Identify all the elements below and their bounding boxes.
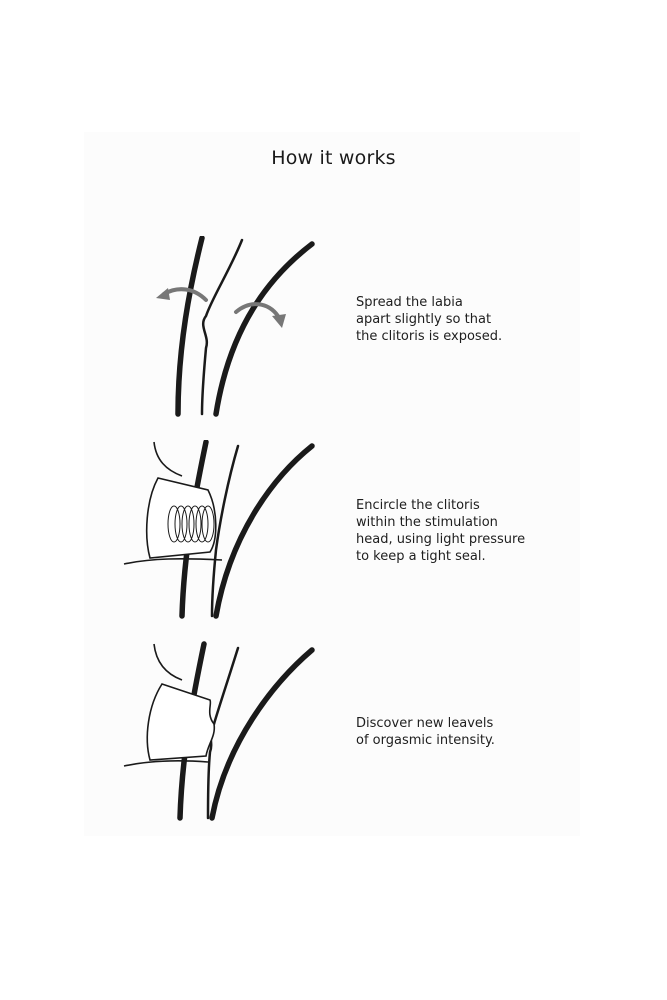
page-title: How it works xyxy=(271,147,396,169)
step-1-text xyxy=(356,294,502,345)
step-2-text xyxy=(356,497,525,565)
step-3-line-2: of orgasmic intensity. xyxy=(356,733,495,748)
step-3-text xyxy=(356,715,495,749)
step-1-line-3: the clitoris is exposed. xyxy=(356,329,503,344)
step-1-line-1: Spread the labia xyxy=(356,295,463,310)
step-2-line-3: head, using light pressure xyxy=(356,532,526,547)
device-applied-illustration xyxy=(122,640,322,822)
stimulation-head-encircle-illustration xyxy=(122,440,322,620)
step-2-line-2: within the stimulation xyxy=(356,515,498,530)
labia-spread-illustration xyxy=(150,236,330,418)
step-2-line-1: Encircle the clitoris xyxy=(356,498,480,513)
step-1-line-2: apart slightly so that xyxy=(356,312,492,327)
step-2-line-4: to keep a tight seal. xyxy=(356,549,486,564)
step-3-line-1: Discover new leavels xyxy=(356,716,494,731)
